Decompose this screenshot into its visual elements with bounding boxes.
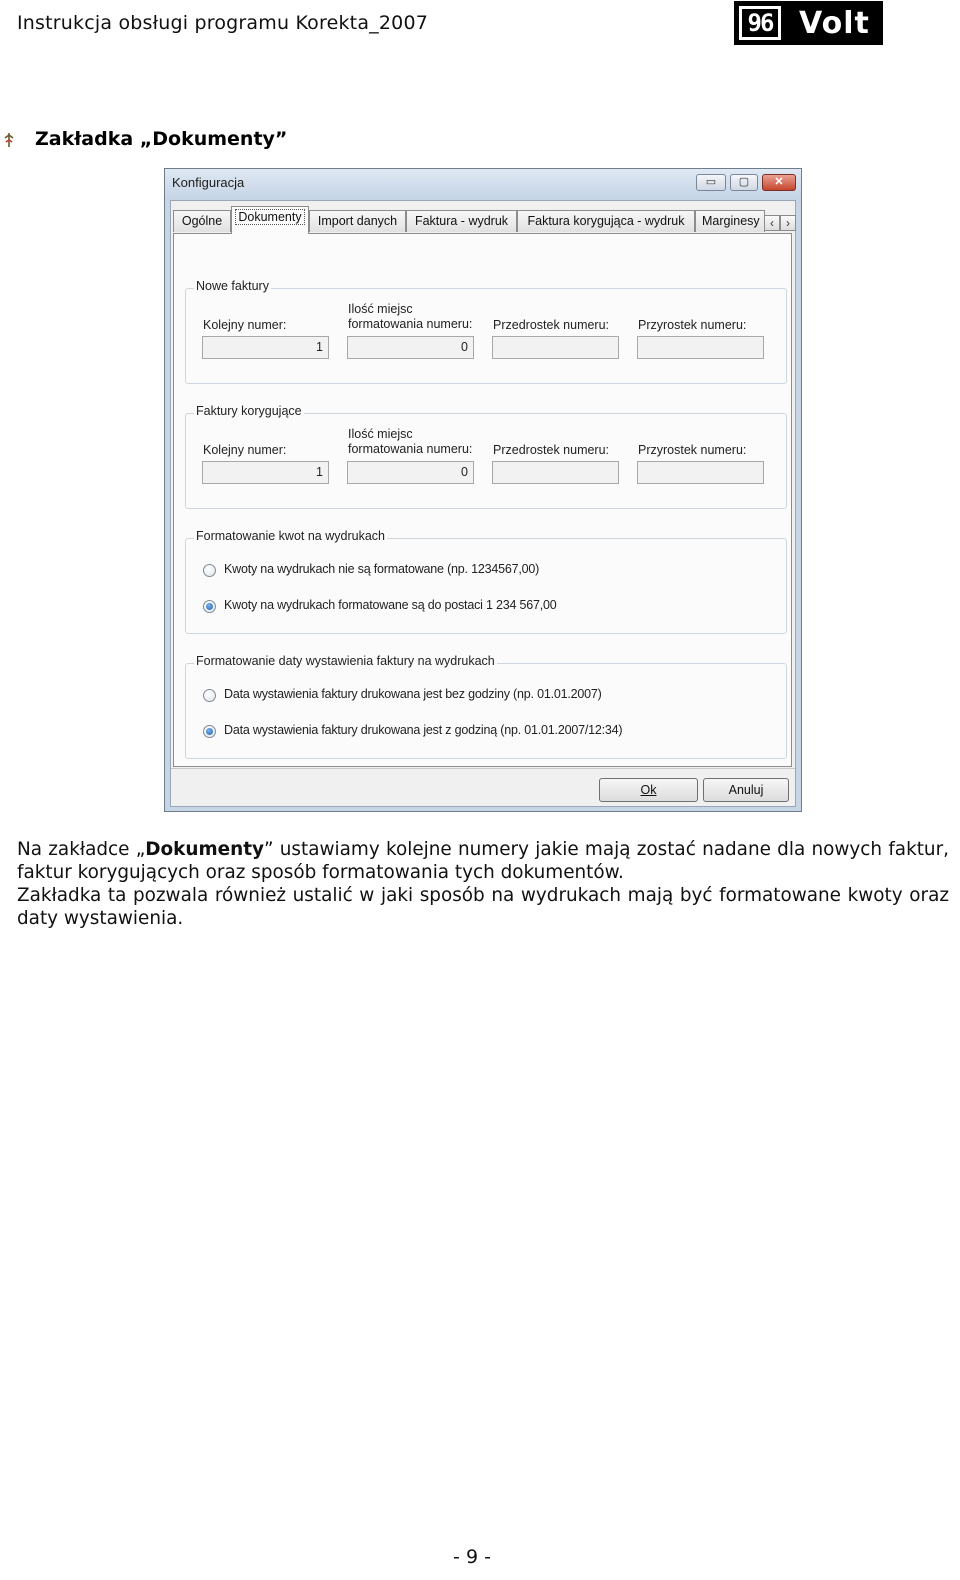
maximize-icon[interactable]: ▢ [730,174,758,191]
radio-kwoty-formatowane[interactable] [203,600,216,613]
tab-dokumenty-label: Dokumenty [235,209,304,225]
window-titlebar[interactable] [165,169,801,199]
window-client [170,200,796,807]
label-kolejny-numer: Kolejny numer: [203,443,287,457]
close-icon[interactable]: ✕ [762,174,796,191]
input-przedrostek[interactable] [492,336,619,359]
section-title: Zakładka „Dokumenty” [35,128,288,150]
company-logo [734,1,883,45]
paragraph-2: Zakładka ta pozwala również ustalić w jaki sposób na wydrukach mają być formatowane kwoty oraz daty wystawienia. [17,885,949,929]
radio-data-z-godzina[interactable] [203,725,216,738]
radio-kwoty-nieformatowane[interactable] [203,564,216,577]
label-przyrostek: Przyrostek numeru: [638,318,747,332]
label-formatowania-numeru: formatowania numeru: [348,317,473,331]
tab-faktura-wydruk[interactable]: Faktura - wydruk [406,210,517,232]
group-legend: Formatowanie kwot na wydrukach [196,529,385,543]
button-separator [171,768,795,769]
radio-data-bez-godziny[interactable] [203,689,216,702]
radio-label-kwoty-nieformatowane[interactable]: Kwoty na wydrukach nie są formatowane (np. 1234567,00) [224,562,540,576]
paragraph-1-bold: Dokumenty [145,839,264,860]
document-header-title: Instrukcja obsługi programu Korekta_2007 [17,12,429,34]
ok-button[interactable] [599,778,698,802]
logo-number: 96 [739,6,781,40]
logo-text: Volt [799,5,870,41]
input-ilosc-miejsc[interactable]: 0 [347,461,474,484]
group-formatowanie-kwot [185,529,787,634]
group-legend: Nowe faktury [196,279,269,293]
label-kolejny-numer: Kolejny numer: [203,318,287,332]
section-bullet-icon [3,132,15,148]
label-przedrostek: Przedrostek numeru: [493,443,610,457]
input-kolejny-numer[interactable]: 1 [202,461,329,484]
radio-label-data-z-godzina[interactable]: Data wystawienia faktury drukowana jest z godziną (np. 01.01.2007/12:34) [224,723,623,737]
window-title: Konfiguracja [172,175,245,190]
tab-import-danych[interactable]: Import danych [309,210,406,232]
paragraph-1-end: ” ustawiamy kolejne numery jakie mają zostać nadane dla nowych faktur, faktur korygujących oraz sposób formatowania tych dokumentów. [17,839,949,883]
input-kolejny-numer[interactable]: 1 [202,336,329,359]
tab-strip [171,206,797,233]
group-legend: Formatowanie daty wystawienia faktury na wydrukach [196,654,495,668]
radio-label-kwoty-formatowane[interactable]: Kwoty na wydrukach formatowane są do postaci 1 234 567,00 [224,598,557,612]
label-przedrostek: Przedrostek numeru: [493,318,610,332]
paragraph-1-start: Na zakładce „ [17,839,146,860]
tab-dokumenty[interactable] [231,206,309,234]
tab-panel-dokumenty [173,233,792,767]
tab-marginesy[interactable]: Marginesy [695,210,765,232]
tab-scroll-right-icon[interactable]: › [780,215,796,231]
ok-button-label: Ok [640,783,657,797]
group-faktury-korygujace [185,404,787,509]
paragraph-1 [17,838,949,884]
group-nowe-faktury [185,279,787,384]
label-ilosc-miejsc: Ilość miejsc [348,427,413,441]
input-przedrostek[interactable] [492,461,619,484]
label-ilosc-miejsc: Ilość miejsc [348,302,413,316]
description-paragraph [17,838,949,930]
tab-scroll-left-icon[interactable]: ‹ [764,215,780,231]
page-number: - 9 - [453,1546,491,1568]
input-ilosc-miejsc[interactable]: 0 [347,336,474,359]
config-window [164,168,802,812]
minimize-icon[interactable]: ▭ [696,174,726,191]
tab-faktura-korygujaca-wydruk[interactable]: Faktura korygująca - wydruk [517,210,695,232]
tab-ogolne[interactable]: Ogólne [173,210,231,232]
radio-label-data-bez-godziny[interactable]: Data wystawienia faktury drukowana jest bez godziny (np. 01.01.2007) [224,687,602,701]
group-formatowanie-daty [185,654,787,759]
input-przyrostek[interactable] [637,461,764,484]
group-legend: Faktury korygujące [196,404,302,418]
label-przyrostek: Przyrostek numeru: [638,443,747,457]
cancel-button[interactable]: Anuluj [703,778,789,802]
label-formatowania-numeru: formatowania numeru: [348,442,473,456]
input-przyrostek[interactable] [637,336,764,359]
